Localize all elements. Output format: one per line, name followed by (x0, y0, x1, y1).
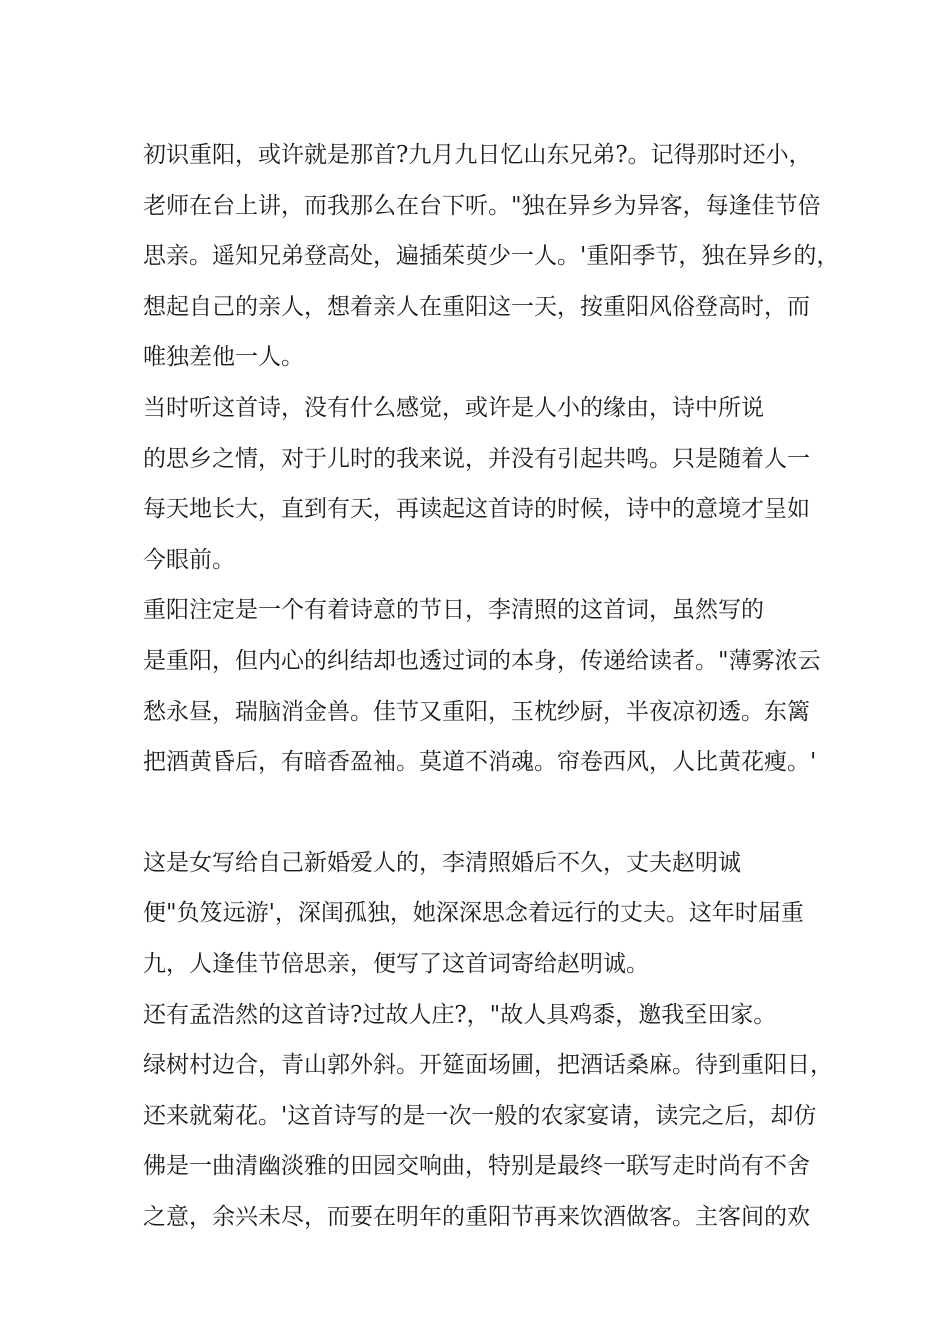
text-line: 九，人逢佳节倍思亲，便写了这首词寄给赵明诚。 (143, 950, 649, 977)
text-line: 把酒黄昏后，有暗香盈袖。莫道不消魂。帘卷西风，人比黄花瘦。' (143, 749, 817, 776)
text-line: 愁永昼，瑞脑消金兽。佳节又重阳，玉枕纱厨，半夜凉初透。东篱 (143, 698, 810, 725)
text-line: 绿树村边合，青山郭外斜。开筵面场圃，把酒话桑麻。待到重阳日， (143, 1052, 833, 1079)
paragraph-gap (143, 788, 843, 838)
text-line: 重阳注定是一个有着诗意的节日，李清照的这首词，虽然写的 (143, 597, 764, 624)
text-line: 的思乡之情，对于儿时的我来说，并没有引起共鸣。只是随着人一 (143, 445, 810, 472)
text-line: 当时听这首诗，没有什么感觉，或许是人小的缘由，诗中所说 (143, 394, 764, 421)
text-line: 唯独差他一人。 (143, 344, 304, 371)
text-line: 还有孟浩然的这首诗?过故人庄?，"故人具鸡黍，邀我至田家。 (143, 1001, 777, 1028)
text-line: 这是女写给自己新婚爱人的，李清照婚后不久，丈夫赵明诚 (143, 849, 741, 876)
text-line: 今眼前。 (143, 546, 235, 573)
text-line: 想起自己的亲人，想着亲人在重阳这一天，按重阳风俗登高时，而 (143, 293, 810, 320)
body-text (143, 130, 843, 1242)
text-line: 佛是一曲清幽淡雅的田园交响曲，特别是最终一联写走时尚有不舍 (143, 1153, 810, 1180)
text-line: 思亲。遥知兄弟登高处，遍插茱萸少一人。'重阳季节，独在异乡的， (143, 243, 840, 270)
text-line: 老师在台上讲，而我那么在台下听。"独在异乡为异客，每逢佳节倍 (143, 192, 821, 219)
text-line: 还来就菊花。'这首诗写的是一次一般的农家宴请，读完之后，却仿 (143, 1102, 817, 1129)
text-line: 是重阳，但内心的纠结却也透过词的本身，传递给读者。"薄雾浓云 (143, 647, 821, 674)
text-line: 便"负笈远游'，深闺孤独，她深深思念着远行的丈夫。这年时届重 (143, 900, 804, 927)
text-line: 之意，余兴未尽，而要在明年的重阳节再来饮酒做客。主客间的欢 (143, 1203, 810, 1230)
text-line: 初识重阳，或许就是那首?九月九日忆山东兄弟?。记得那时还小， (143, 142, 812, 168)
text-line: 每天地长大，直到有天，再读起这首诗的时候，诗中的意境才呈如 (143, 496, 810, 523)
